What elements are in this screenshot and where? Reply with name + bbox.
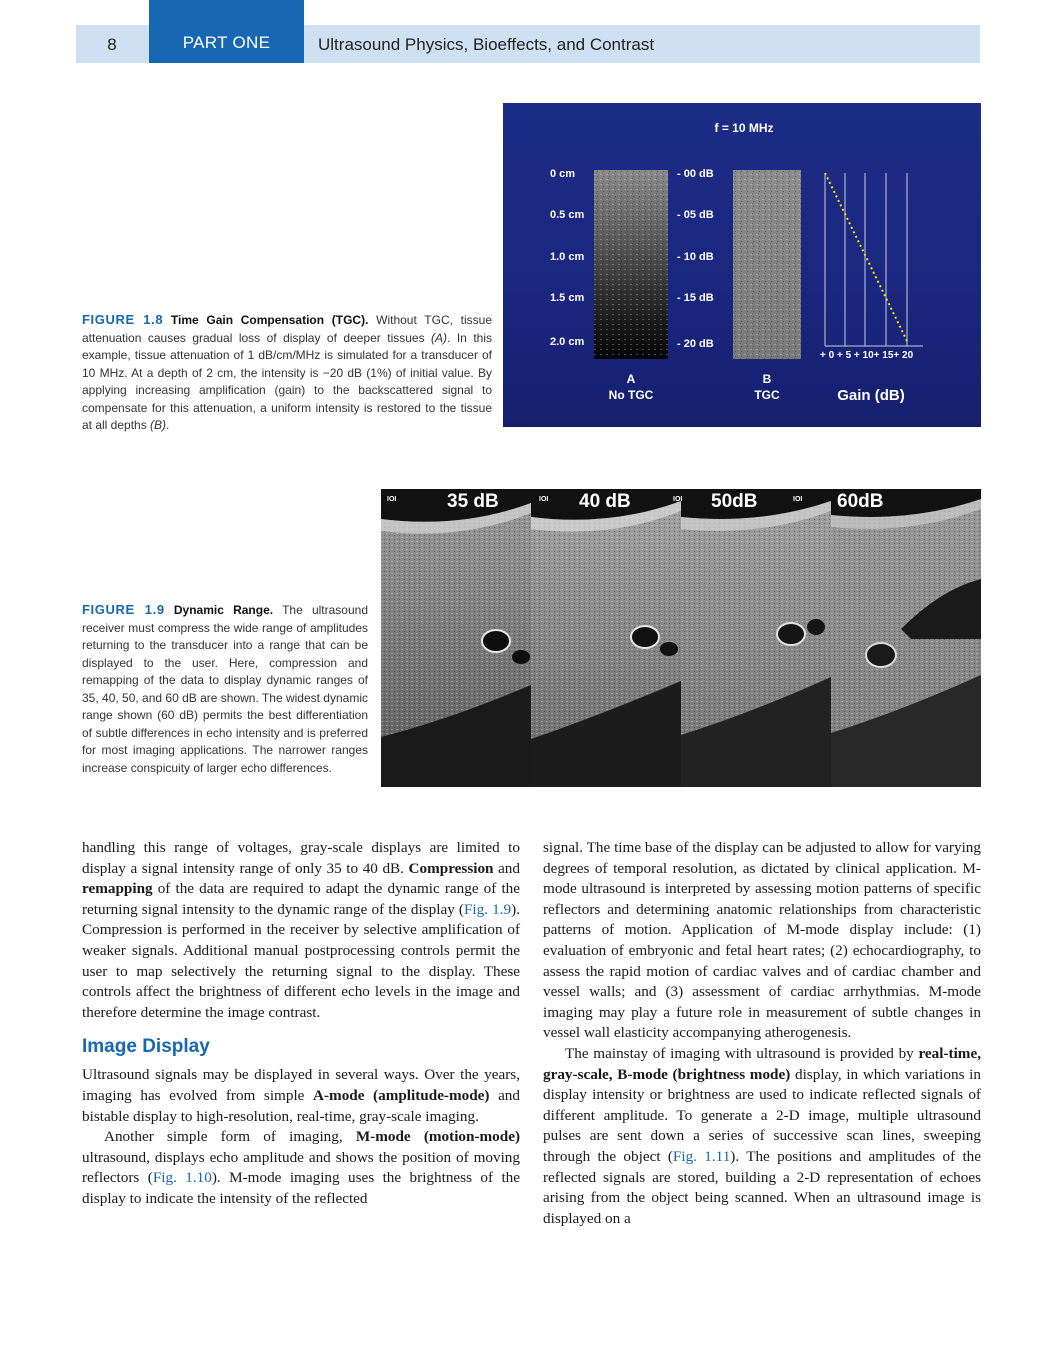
figure-1-8-caption — [82, 311, 492, 435]
paragraph — [543, 1044, 981, 1229]
text: and — [493, 859, 520, 877]
text: Another simple form of imaging, — [104, 1128, 356, 1146]
panel-marker: IOI — [387, 496, 397, 503]
figure-1-9-caption — [82, 601, 368, 777]
paragraph — [82, 1065, 520, 1127]
caption-text: . — [166, 418, 170, 432]
ultrasound-panel-40db — [531, 489, 681, 787]
panel-marker: IOI — [673, 496, 683, 503]
figure-1-9-image — [381, 489, 981, 787]
figure-label: FIGURE 1.9 — [82, 602, 165, 617]
db-label: - 05 dB — [677, 209, 714, 221]
ultrasound-panel-60db — [831, 489, 981, 787]
panel-b-tgc — [733, 170, 801, 359]
text: of the data are required to adapt the dynamic range of the returning signal intensity to the dynamic range of the display ( — [82, 880, 520, 918]
db-label: - 00 dB — [677, 168, 714, 180]
gain-chart — [820, 173, 923, 361]
db-label: - 20 dB — [677, 338, 714, 350]
panel-label-35db: 35 dB — [447, 491, 499, 512]
panel-a-no-tgc — [594, 170, 668, 359]
text: ). Compression is performed in the receiver by selective amplification of weaker signals. Additional manual postprocessing controls permit the user to map selectively the returning signal to the display. These controls affect the brightness of different echo levels in the image and therefore determine the image contrast. — [82, 900, 520, 1021]
figure-title: Time Gain Compensation (TGC). — [170, 313, 369, 327]
depth-label: 2.0 cm — [550, 336, 585, 348]
term-m-mode: M-mode (motion-mode) — [355, 1128, 521, 1146]
db-label: - 10 dB — [677, 251, 714, 263]
frequency-label: f = 10 MHz — [714, 121, 774, 135]
text: ). The positions and amplitudes of the reflected signals are stored, building a 2-D representation of echoes arising from the object being scanned. When an ultrasound image is displayed on a — [543, 1147, 981, 1227]
caption-ref-a: (A) — [431, 330, 448, 345]
gain-curve — [825, 173, 908, 343]
depth-labels — [550, 168, 584, 348]
term-remapping: remapping — [82, 880, 153, 898]
term-compression: Compression — [408, 859, 494, 877]
caption-text: . In this example, tissue attenuation of 1 dB/cm/MHz is simulated for a transducer of 10 MHz. At a depth of 2 cm, the intensity is −20 dB (1%) of initial value. By applying increasing amplification (gain) to the backscattered signal to compensate for this attenuation, a uniform intensity is restored to the tissue at all depths — [82, 330, 492, 432]
panel-label-40db: 40 dB — [579, 491, 631, 512]
page-number: 8 — [107, 35, 117, 54]
figure-link[interactable]: Fig. 1.10 — [152, 1169, 212, 1187]
panel-label-50db: 50dB — [711, 491, 758, 512]
panel-b-name: TGC — [754, 388, 780, 402]
gain-ticks: + 0 + 5 + 10+ 15+ 20 — [820, 350, 914, 361]
gain-axis-label: Gain (dB) — [837, 387, 905, 404]
figure-link[interactable]: Fig. 1.9 — [463, 900, 512, 918]
caption-text: Without TGC, tissue attenuation causes gradual loss of display of deeper tissues — [82, 313, 493, 345]
depth-label: 0.5 cm — [550, 209, 585, 221]
figure-link[interactable]: Fig. 1.11 — [672, 1147, 731, 1165]
figure-label: FIGURE 1.8 — [82, 312, 164, 327]
panel-label-60db: 60dB — [837, 491, 884, 512]
chapter-title: Ultrasound Physics, Bioeffects, and Contrast — [318, 35, 655, 54]
paragraph — [82, 838, 520, 1023]
panel-marker: IOI — [793, 496, 803, 503]
depth-label: 1.0 cm — [550, 251, 585, 263]
text: Ultrasound signals may be displayed in several ways. Over the years, imaging has evolved from simple — [82, 1066, 520, 1104]
section-heading: Image Display — [82, 1036, 210, 1058]
panel-marker: IOI — [539, 496, 549, 503]
text: display, in which variations in display intensity or brightness are used to indicate reflected signals of different amplitude. To generate a 2-D image, multiple ultrasound pulses are sent down a series of successive scan lines, sweeping through the object ( — [543, 1065, 981, 1165]
db-labels — [677, 168, 714, 350]
panel-a-name: No TGC — [608, 388, 654, 402]
caption-text: The ultrasound receiver must compress the wide range of amplitudes returning to the transducer into a range that can be displayed to the user. Here, compression and remapping of the data to display dynamic ranges of 35, 40, 50, and 60 dB are shown. The widest dynamic range shown (60 dB) permits the best differentiation of subtle differences in echo intensity and is preferred for most imaging applications. The narrower ranges increase conspicuity of larger echo differences. — [82, 603, 369, 775]
part-label: PART ONE — [149, 0, 304, 63]
db-label: - 15 dB — [677, 292, 714, 304]
ultrasound-panel-35db — [381, 489, 531, 787]
body-column-left — [82, 838, 520, 1210]
term-a-mode: A-mode (amplitude-mode) — [313, 1086, 490, 1104]
depth-label: 1.5 cm — [550, 292, 585, 304]
paragraph — [82, 1127, 520, 1209]
paragraph: signal. The time base of the display can be adjusted to allow for varying degrees of temporal resolution, as dictated by clinical application. M-mode ultrasound is interpreted by assessing motion patterns of specific reflectors and determining anatomic relationships from characteristic patterns of motion. Application of M-mode display include: (1) evaluation of embryonic and fetal heart rates; (2) echocardiography, to assess the rapid motion of cardiac valves and of cardiac chamber and vessel walls; and (3) assessment of cardiac arrhythmias. M-mode imaging may play a future role in measurement of subtle changes in vessel wall elasticity accompanying atherogenesis. — [543, 839, 981, 1042]
panel-a-letter: A — [626, 372, 636, 386]
ultrasound-panel-50db — [681, 489, 831, 787]
text: handling this range of voltages, gray-scale displays are limited to display a signal intensity range of only 35 to 40 dB. — [82, 839, 520, 877]
panel-b-letter: B — [762, 372, 772, 386]
depth-label: 0 cm — [550, 168, 576, 180]
text: ). M-mode imaging uses the brightness of the display to indicate the intensity of the reflected — [82, 1169, 520, 1207]
body-column-right — [543, 838, 981, 1229]
text: and bistable display to high-resolution, real-time, gray-scale imaging. — [82, 1086, 520, 1125]
term-b-mode: real-time, gray-scale, B-mode (brightness mode) — [543, 1044, 981, 1083]
figure-title: Dynamic Range. — [173, 603, 274, 617]
text: ultrasound, displays echo amplitude and shows the position of moving reflectors ( — [82, 1148, 520, 1187]
caption-ref-b: (B) — [150, 418, 167, 432]
running-header — [76, 25, 980, 63]
figure-1-8-image — [503, 103, 981, 427]
text: The mainstay of imaging with ultrasound is provided by — [565, 1044, 919, 1062]
